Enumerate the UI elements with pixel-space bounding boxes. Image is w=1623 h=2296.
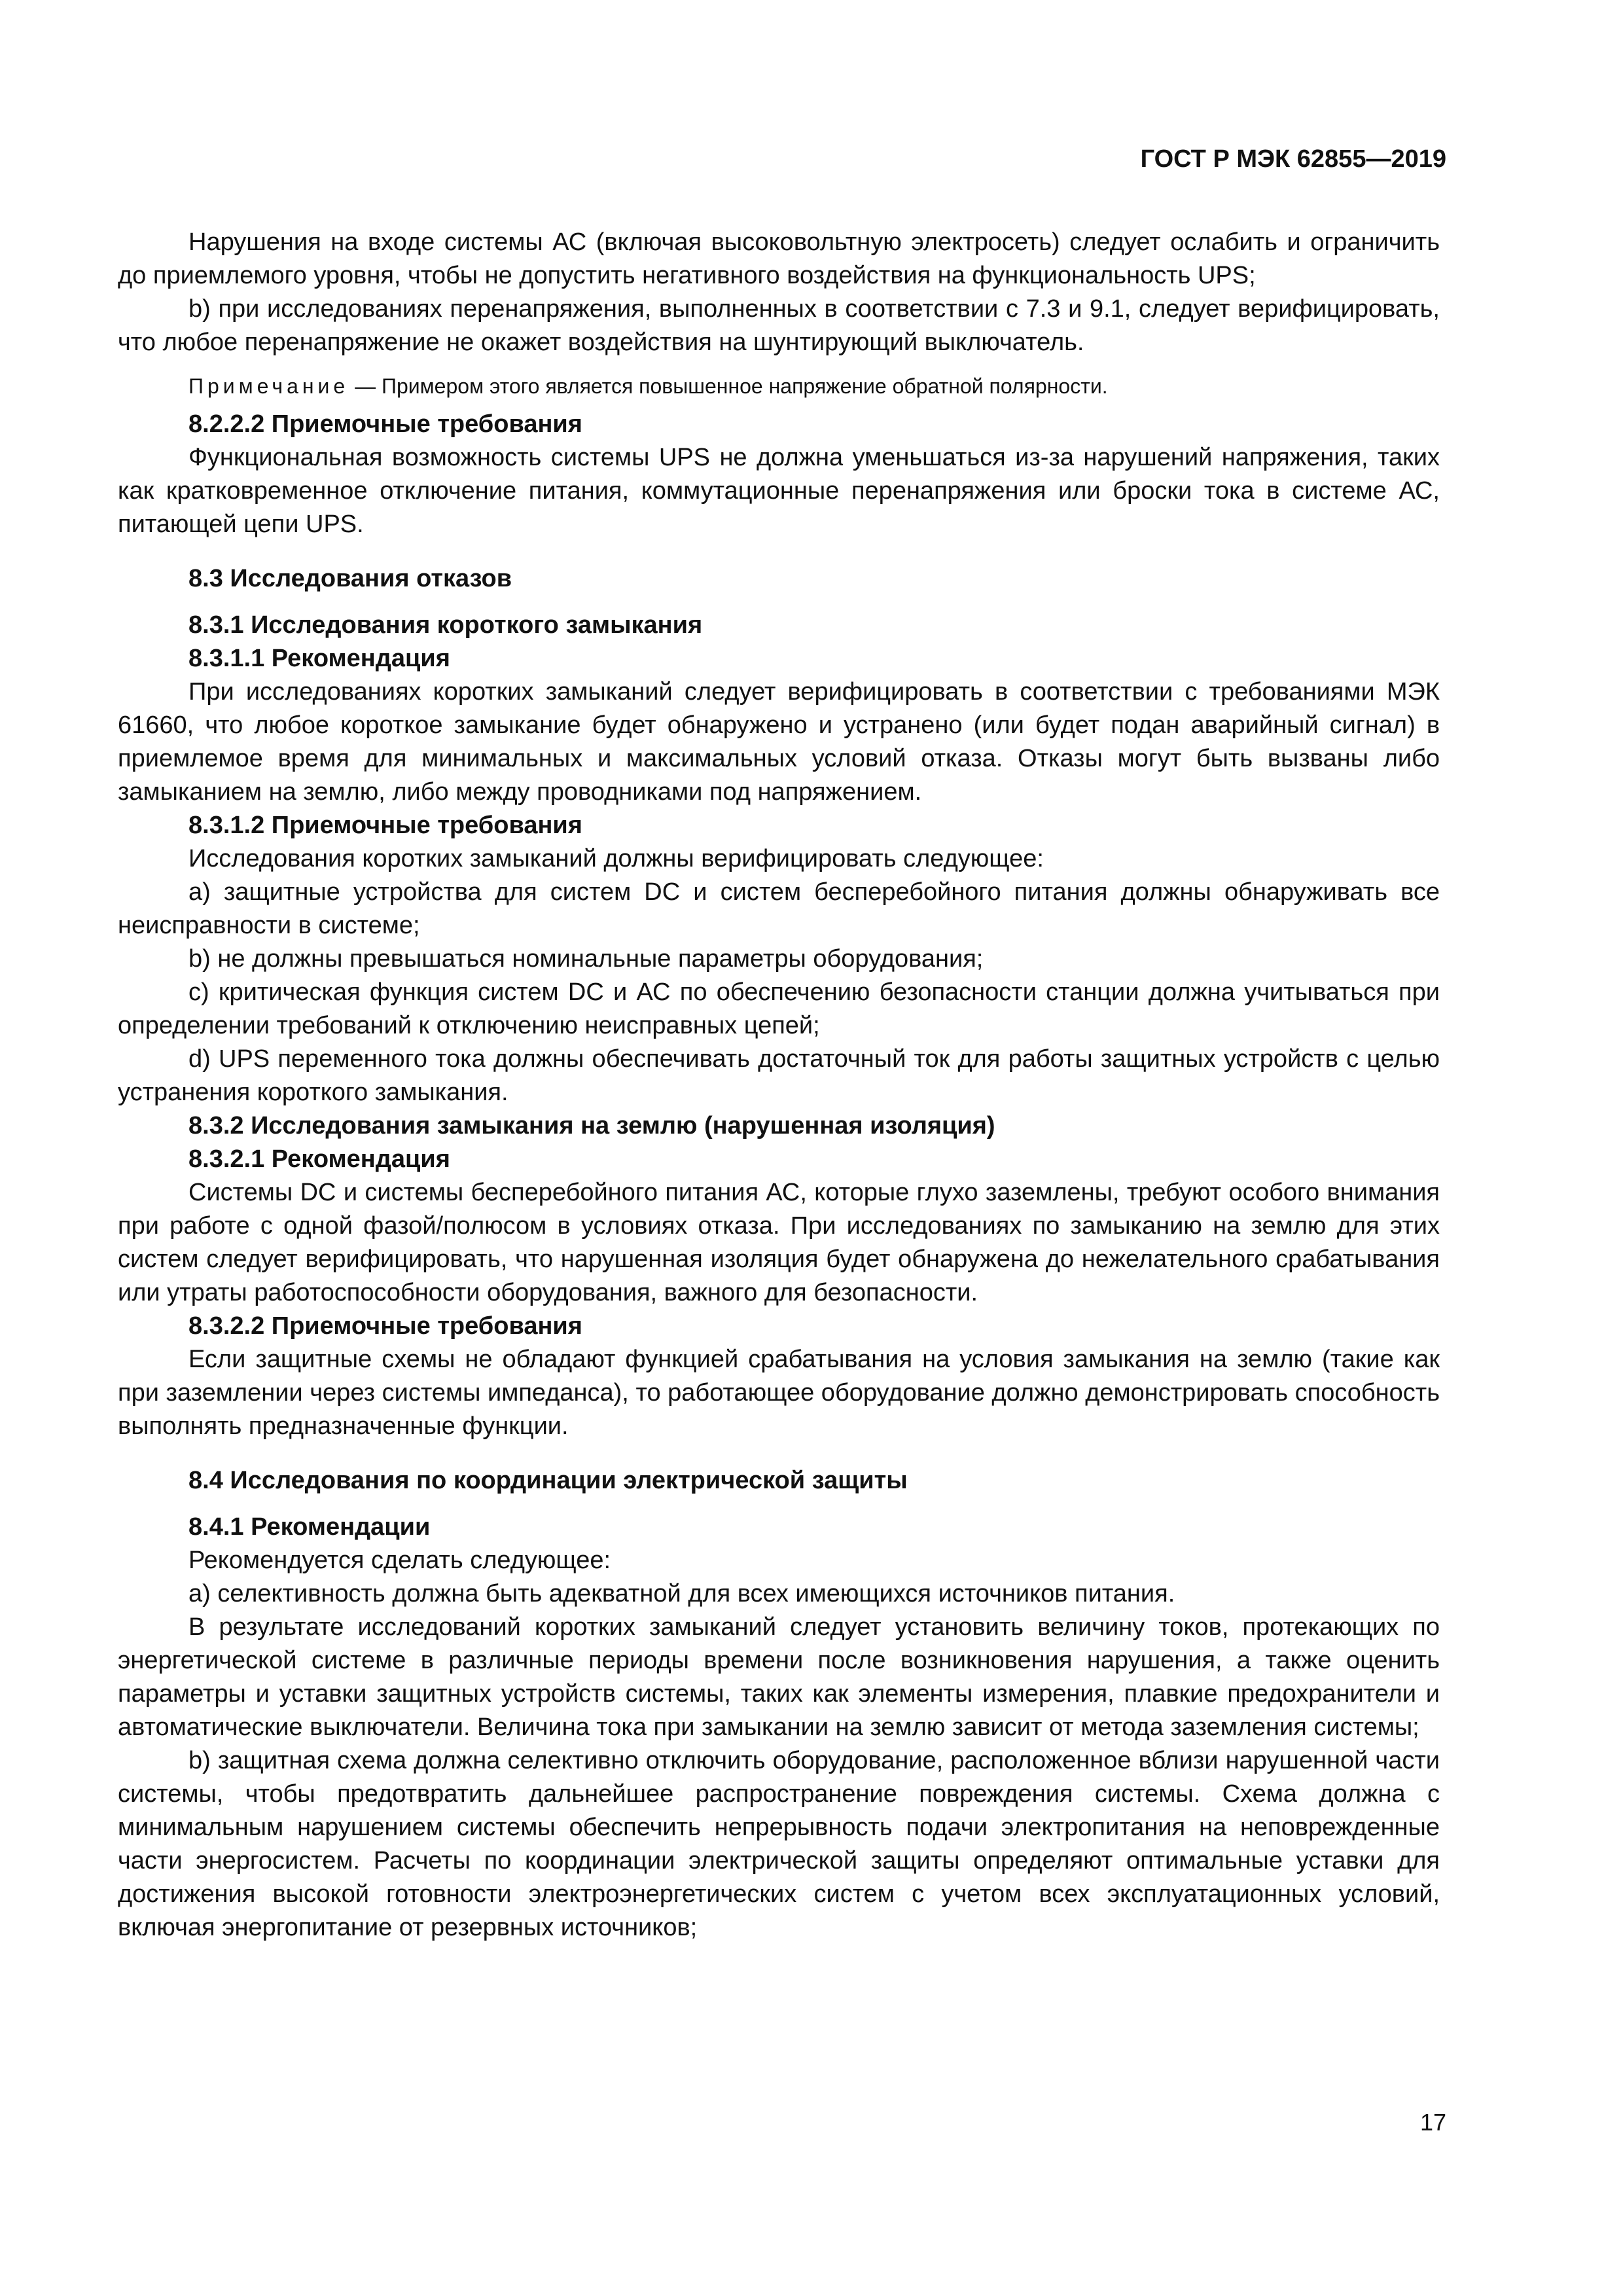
heading-8-3-1: 8.3.1 Исследования короткого замыкания [188, 611, 703, 639]
page-number: 17 [1419, 2109, 1446, 2136]
list-item-b-overvoltage: b) при исследованиях перенапряжения, выполненных в соответствии с 7.3 и 9.1, следует верифицировать, что любое перенапряжение не окажет воздействия на шунтирующий выключатель. [118, 295, 1440, 356]
paragraph-8-3-2-2: Если защитные схемы не обладают функцией срабатывания на условия замыкания на землю (такие как при заземлении через системы импеданса), то работающее оборудование должно демонстрировать способность выполнять предназначенные функции. [118, 1346, 1440, 1440]
heading-8-4-1: 8.4.1 Рекомендации [188, 1513, 431, 1541]
document-id-header: ГОСТ Р МЭК 62855—2019 [1140, 145, 1446, 173]
heading-8-3-1-1: 8.3.1.1 Рекомендация [188, 645, 450, 672]
note [118, 371, 1440, 401]
heading-8-3-2-1: 8.3.2.1 Рекомендация [188, 1145, 450, 1173]
list-item-b-protection-scheme: b) защитная схема должна селективно отключить оборудование, расположенное вблизи нарушенной части системы, чтобы предотвратить дальнейшее распространение повреждения системы. Схема должна с минимальным нарушением системы обеспечить непрерывность подачи электропитания на неповрежденные части энергосистем. Расчеты по координации электрической защиты определяют оптимальные уставки для достижения высокой готовности электроэнергетических систем с учетом всех эксплуатационных условий, включая энергопитание от резервных источников; [118, 1747, 1440, 1941]
heading-8-3-1-2: 8.3.1.2 Приемочные требования [188, 812, 582, 839]
list-item-c: c) критическая функция систем DC и АС по обеспечению безопасности станции должна учитываться при определении требований к отключению неисправных цепей; [118, 978, 1440, 1039]
paragraph-8-2-2-2: Функциональная возможность системы UPS не должна уменьшаться из-за нарушений напряжения, таких как кратковременное отключение питания, коммутационные перенапряжения или броски тока в системе АС, питающей цепи UPS. [118, 444, 1440, 538]
note-text: — Примером этого является повышенное напряжение обратной полярности. [349, 374, 1108, 398]
paragraph-short-circuit-results: В результате исследований коротких замыканий следует установить величину токов, протекающих по энергетической системе в различные периоды времени после возникновения нарушения, а также оценить параметры и уставки защитных устройств системы, таких как элементы измерения, плавкие предохранители и автоматические выключатели. Величина тока при замыкании на землю зависит от метода заземления системы; [118, 1613, 1440, 1741]
paragraph-8-3-2-1: Системы DC и системы бесперебойного питания АС, которые глухо заземлены, требуют особого внимания при работе с одной фазой/полюсом в условиях отказа. При исследованиях по замыканию на землю для этих систем следует верифицировать, что нарушенная изоляция будет обнаружена до нежелательного срабатывания или утраты работоспособности оборудования, важного для безопасности. [118, 1179, 1440, 1306]
heading-8-3-2: 8.3.2 Исследования замыкания на землю (нарушенная изоляция) [188, 1112, 995, 1139]
paragraph-8-3-1-2-intro: Исследования коротких замыканий должны верифицировать следующее: [188, 845, 1044, 872]
heading-8-3: 8.3 Исследования отказов [188, 565, 512, 592]
paragraph-8-4-1-intro: Рекомендуется сделать следующее: [188, 1547, 611, 1574]
heading-8-2-2-2: 8.2.2.2 Приемочные требования [188, 410, 582, 438]
list-item-a-selectivity: a) селективность должна быть адекватной для всех имеющихся источников питания. [188, 1580, 1175, 1607]
paragraph-8-3-1-1: При исследованиях коротких замыканий следует верифицировать в соответствии с требованиями МЭК 61660, что любое короткое замыкание будет обнаружено и устранено (или будет подан аварийный сигнал) в приемлемое время для минимальных и максимальных условий отказа. Отказы могут быть вызваны либо замыканием на землю, либо между проводниками под напряжением. [118, 678, 1440, 806]
list-item-d: d) UPS переменного тока должны обеспечивать достаточный ток для работы защитных устройств с целью устранения короткого замыкания. [118, 1045, 1440, 1106]
list-item-b: b) не должны превышаться номинальные параметры оборудования; [188, 945, 984, 973]
heading-8-3-2-2: 8.3.2.2 Приемочные требования [188, 1312, 582, 1340]
list-item-a: a) защитные устройства для систем DC и систем бесперебойного питания должны обнаруживать все неисправности в системе; [118, 878, 1440, 939]
note-label: Примечание [188, 374, 349, 398]
heading-8-4: 8.4 Исследования по координации электрической защиты [188, 1467, 908, 1494]
paragraph-input-disturbances: Нарушения на входе системы АС (включая высоковольтную электросеть) следует ослабить и ограничить до приемлемого уровня, чтобы не допустить негативного воздействия на функциональность UPS; [118, 228, 1440, 289]
document-body [118, 226, 1440, 1945]
